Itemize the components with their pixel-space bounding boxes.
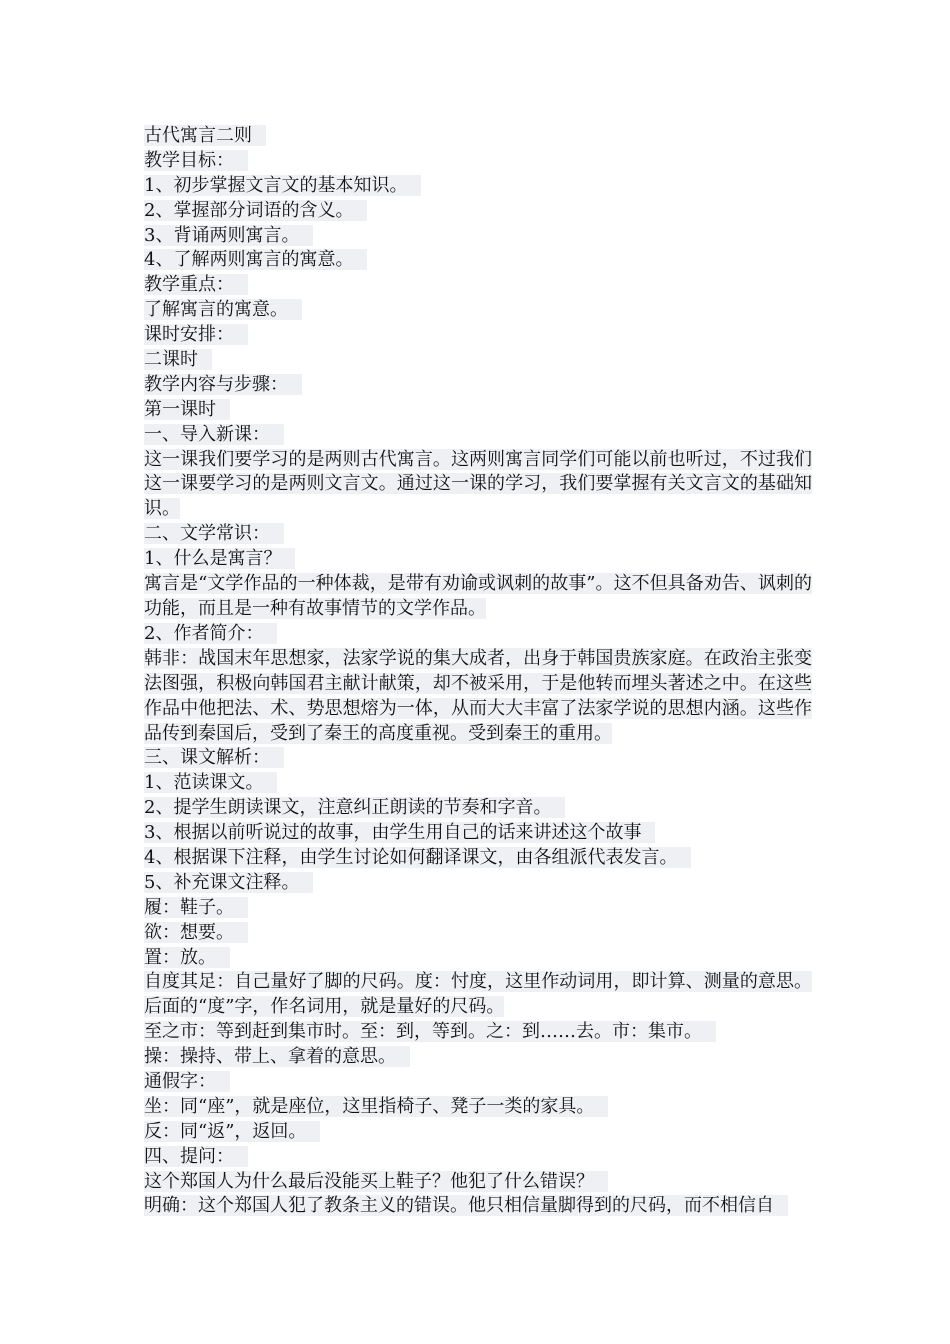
line-analysis-2: 2、提学生朗读课文，注意纠正朗读的节奏和字音。 <box>144 796 812 821</box>
paragraph-intro: 这一课我们要学习的是两则古代寓言。这两则寓言同学们可能以前也听过，不过我们这一课要学习的是两则文言文。通过这一课的学习，我们要掌握有关文言文的基础知识。 <box>144 448 812 520</box>
line-note-zhizhishi: 至之市：等到赶到集市时。至：到，等到。之：到……去。市：集市。 <box>144 1020 812 1045</box>
line-question: 这个郑国人为什么最后没能买上鞋子？他犯了什么错误？ <box>144 1170 812 1195</box>
line-tongjiazi-zuo: 坐：同“座”，就是座位，这里指椅子、凳子一类的家具。 <box>144 1095 812 1120</box>
line-tongjiazi-heading: 通假字： <box>144 1070 812 1095</box>
line-goal-1: 1、初步掌握文言文的基本知识。 <box>144 174 812 199</box>
line-author-heading: 2、作者简介： <box>144 622 812 647</box>
line-goal-4: 4、了解两则寓言的寓意。 <box>144 248 812 273</box>
line-note-yu: 欲：想要。 <box>144 921 812 946</box>
line-analysis-4: 4、根据课下注释，由学生讨论如何翻译课文，由各组派代表发言。 <box>144 846 812 871</box>
line-key-point-heading: 教学重点： <box>144 273 812 298</box>
line-content-steps-heading: 教学内容与步骤： <box>144 373 812 398</box>
line-key-point: 了解寓言的寓意。 <box>144 298 812 323</box>
line-goal-2: 2、掌握部分词语的含义。 <box>144 199 812 224</box>
line-what-is-fable: 1、什么是寓言？ <box>144 547 812 572</box>
line-intro-heading: 一、导入新课： <box>144 423 812 448</box>
line-schedule: 二课时 <box>144 348 812 373</box>
line-analysis-heading: 三、课文解析： <box>144 746 812 771</box>
line-note-cao: 操：操持、带上、拿着的意思。 <box>144 1045 812 1070</box>
paragraph-fable-definition: 寓言是“文学作品的一种体裁，是带有劝谕或讽刺的故事”。这不但具备劝告、讽刺的功能，而且是一种有故事情节的文学作品。 <box>144 573 812 619</box>
line-tongjiazi-fan: 反：同“返”，返回。 <box>144 1120 812 1145</box>
line-note-lv: 履：鞋子。 <box>144 896 812 921</box>
line-teaching-goals-heading: 教学目标： <box>144 149 812 174</box>
line-analysis-5: 5、补充课文注释。 <box>144 871 812 896</box>
line-first-lesson: 第一课时 <box>144 398 812 423</box>
paragraph-note-duo: 自度其足：自己量好了脚的尺码。度：忖度，这里作动词用，即计算、测量的意思。后面的“度”字，作名词用，就是量好的尺码。 <box>144 971 812 1018</box>
line-schedule-heading: 课时安排： <box>144 323 812 348</box>
line-literary-heading: 二、文学常识： <box>144 522 812 547</box>
line-goal-3: 3、背诵两则寓言。 <box>144 224 812 249</box>
line-analysis-1: 1、范读课文。 <box>144 771 812 796</box>
line-analysis-3: 3、根据以前听说过的故事，由学生用自己的话来讲述这个故事 <box>144 821 812 846</box>
line-answer: 明确：这个郑国人犯了教条主义的错误。他只相信量脚得到的尺码，而不相信自 <box>144 1194 812 1219</box>
line-note-zhi: 置：放。 <box>144 946 812 971</box>
line-question-heading: 四、提问： <box>144 1145 812 1170</box>
document-page <box>144 124 812 1219</box>
paragraph-author: 韩非：战国末年思想家，法家学说的集大成者，出身于韩国贵族家庭。在政治主张变法图强，积极向韩国君主献计献策，却不被采用，于是他转而埋头著述之中。在这些作品中他把法、术、势思想熔为一体，从而大大丰富了法家学说的思想内涵。这些作品传到秦国后，受到了秦王的高度重视。受到秦王的重用。 <box>144 647 812 744</box>
document-title: 古代寓言二则 <box>144 124 812 149</box>
